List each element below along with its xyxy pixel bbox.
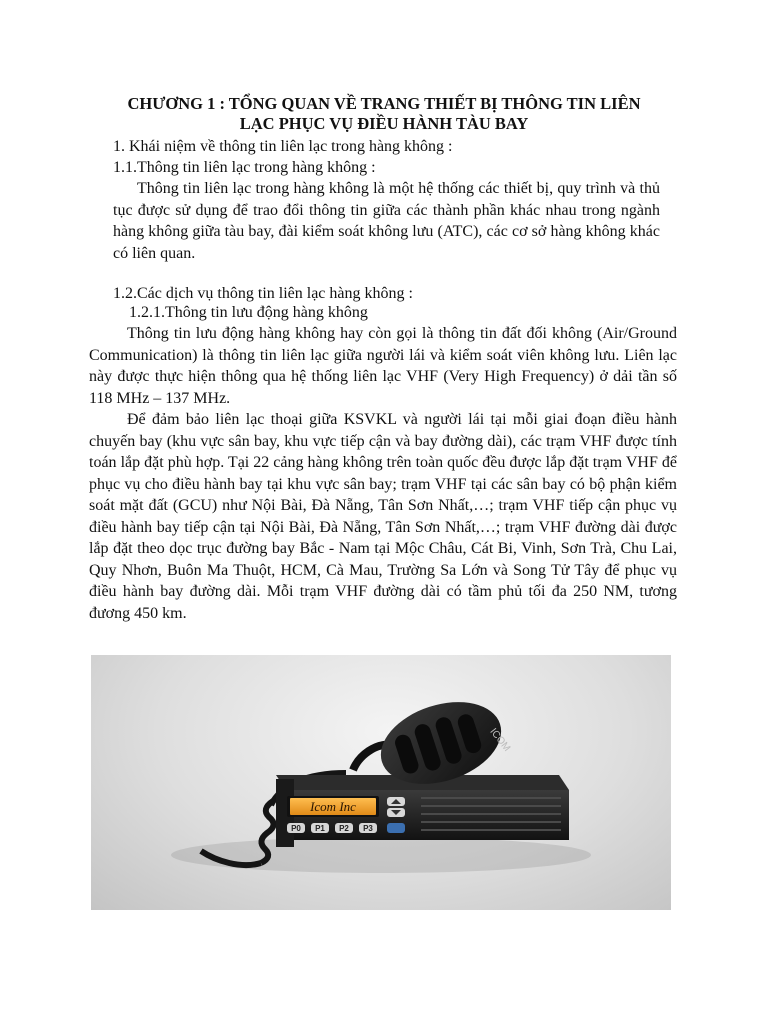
chapter-title-line-1: CHƯƠNG 1 : TỔNG QUAN VỀ TRANG THIẾT BỊ THÔNG TIN LIÊN: [127, 94, 641, 113]
chapter-title: [88, 94, 680, 134]
vhf-radio-photo: [91, 655, 671, 910]
shadow: [171, 837, 591, 873]
vhf-radio-illustration: [91, 655, 671, 910]
section-1-2-1-heading: 1.2.1.Thông tin lưu động hàng không: [129, 304, 368, 321]
button-p3-label: P3: [363, 824, 373, 833]
lcd-text: Icom Inc: [310, 799, 356, 814]
section-1-heading: 1. Khái niệm về thông tin liên lạc trong hàng không :: [113, 138, 453, 155]
section-1-2-1-paragraph-2: Để đảm bảo liên lạc thoại giữa KSVKL và người lái tại mỗi giai đoạn điều hành chuyến bay (khu vực sân bay, khu vực tiếp cận và bay đường dài), các trạm VHF được tính toán lắp đặt phù hợp. Tại 22 cảng hàng không trên toàn quốc đều được lắp đặt trạm VHF để phục vụ cho điều hành bay tại khu vực sân bay; trạm VHF tại các sân bay có bộ phận kiểm soát mặt đất (GCU) như Nội Bài, Đà Nẵng, Tân Sơn Nhất,…; trạm VHF tiếp cận phục vụ điều hành bay tiếp cận tại Nội Bài, Đà Nẵng, Tân Sơn Nhất,…; trạm VHF đường dài được lắp đặt theo dọc trục đường bay Bắc - Nam tại Mộc Châu, Cát Bi, Vinh, Sơn Trà, Chu Lai, Quy Nhơn, Buôn Ma Thuột, HCM, Cà Mau, Trường Sa Lớn và Song Tử Tây để phục vụ điều hành bay đường dài. Mỗi trạm VHF đường dài có tầm phủ tối đa 250 NM, tương đương 450 km.: [89, 411, 677, 622]
button-p1-label: P1: [315, 824, 325, 833]
microphone-brand: ICOM: [487, 726, 513, 754]
section-1-1-paragraph: Thông tin liên lạc trong hàng không là một hệ thống các thiết bị, quy trình và thủ tục được sử dụng để trao đổi thông tin giữa các thành phần khác nhau trong ngành hàng không giữa tàu bay, đài kiểm soát không lưu (ATC), các cơ sở hàng không khác có liên quan.: [113, 180, 660, 262]
lcd-display: [287, 796, 379, 817]
section-1-2-heading: 1.2.Các dịch vụ thông tin liên lạc hàng không :: [113, 285, 413, 302]
section-1-2-1-paragraph-1: Thông tin lưu động hàng không hay còn gọi là thông tin đất đối không (Air/Ground Communication) là thông tin liên lạc giữa người lái và kiểm soát viên không lưu. Liên lạc này được thực hiện thông qua hệ thống liên lạc VHF (Very High Frequency) ở dải tần số 118 MHz – 137 MHz.: [89, 325, 677, 407]
chapter-title-line-2: LẠC PHỤC VỤ ĐIỀU HÀNH TÀU BAY: [239, 114, 529, 133]
button-p0-label: P0: [291, 824, 301, 833]
button-p2-label: P2: [339, 824, 349, 833]
section-1-1-heading: 1.1.Thông tin liên lạc trong hàng không :: [113, 159, 376, 176]
